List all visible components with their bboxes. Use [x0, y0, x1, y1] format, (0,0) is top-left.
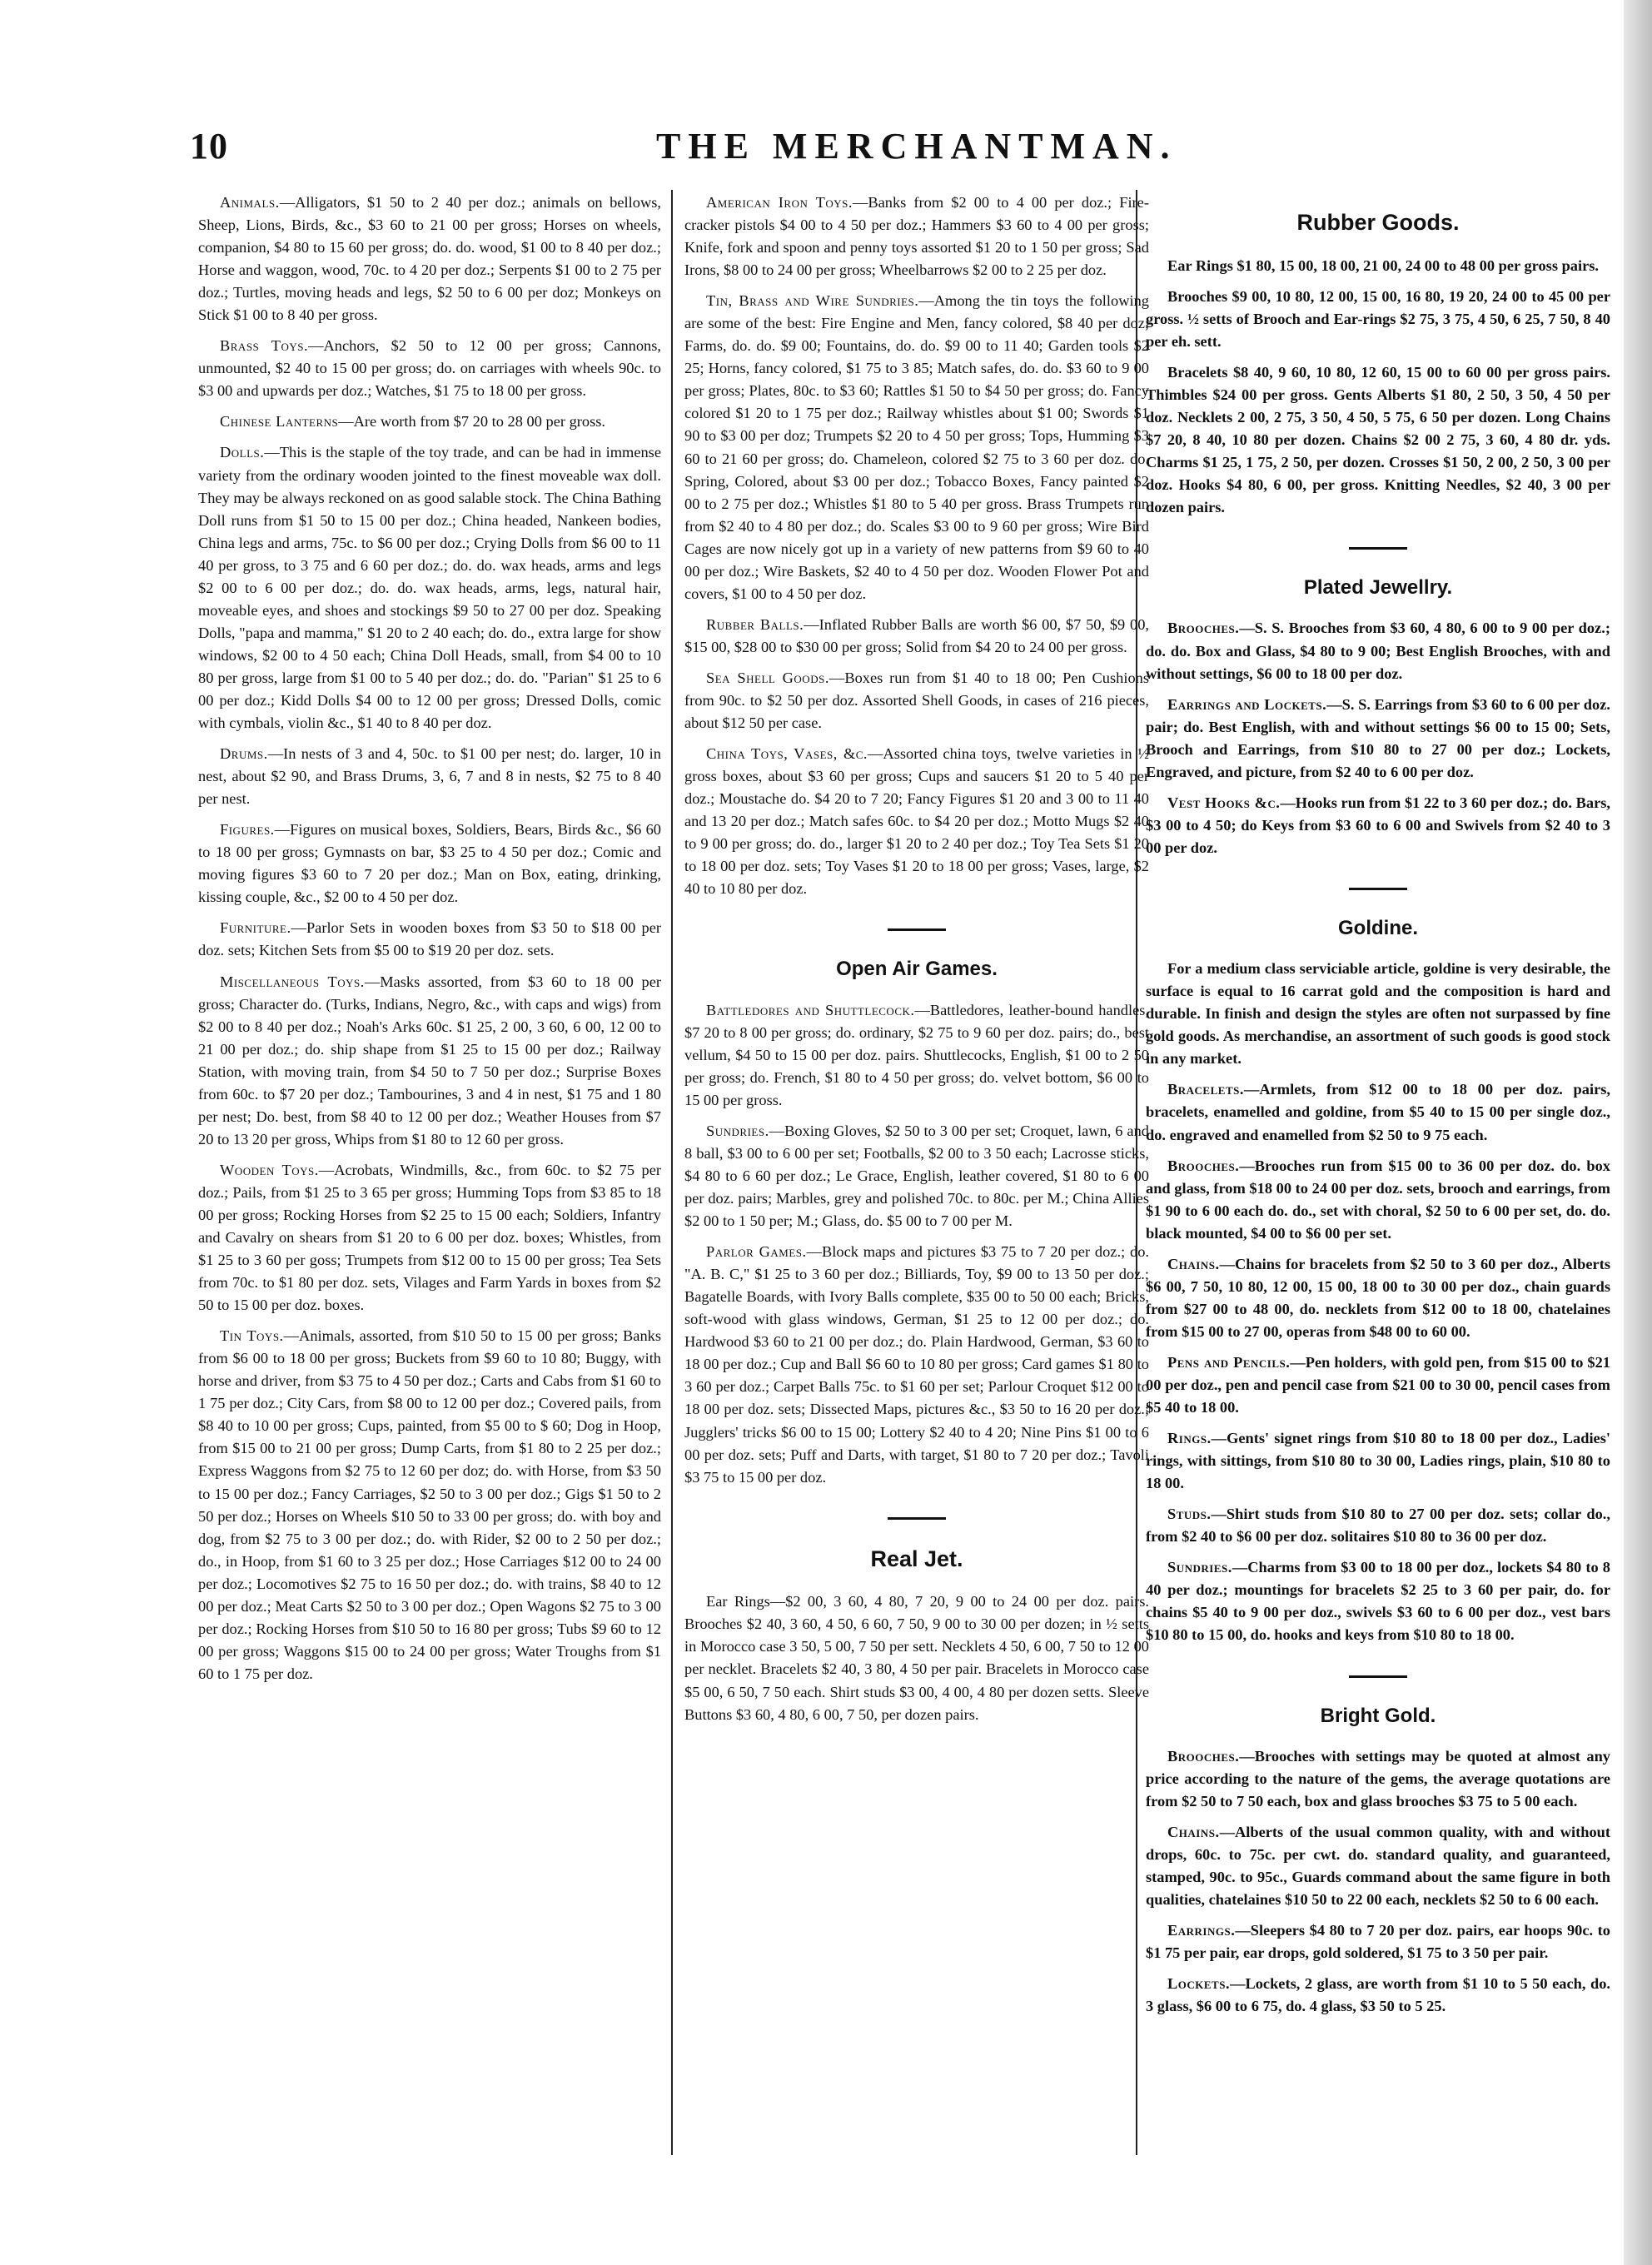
- entry-heading: Sea Shell Goods.: [706, 669, 829, 686]
- entry-bright-chains: [1146, 1821, 1610, 1911]
- entry-heading: Chains.: [1167, 1255, 1220, 1272]
- entry-plated-brooches: [1146, 617, 1610, 684]
- entry-heading: Bracelets.: [1167, 1081, 1244, 1098]
- section-divider: [1349, 888, 1407, 890]
- entry-goldine-sundries: [1146, 1556, 1610, 1646]
- entry-text: —Animals, assorted, from $10 50 to 15 00 per gross; Banks from $6 00 to 18 00 per gross; Buckets from $9 60 to 10 80; Buggy, with horse and driver, from $3 75 to 4 50 per doz.; Carts and Cabs from $1 60 to 1 75 per doz.; City Cars, from $8 00 to 12 00 per doz.; Covered pails, from $8 40 to 10 00 per gross; Cups, painted, from $5 00 to $ 60; Dog in Hoop, from $15 00 to 21 00 per gross; Dump Carts, from $1 80 to 2 25 per doz.; Express Waggons from $2 75 to 12 60 per doz; do. with Horse, from $3 50 to 15 00 per doz.; Fancy Carriages, $2 50 to 3 00 per doz.; Gigs $1 50 to 2 50 per doz.; Horses on Wheels $10 50 to 33 00 per gross; do. with boy and dog, from $2 75 to 3 00 per doz.; do. with Rider, $2 00 to 2 50 per doz.; do., in Hoop, from $1 60 to 3 25 per doz.; Hose Carriages $12 00 to 24 00 per doz.; Locomotives $2 75 to 16 50 per doz.; do. with trains, $8 40 to 12 00 per doz.; Meat Carts $2 50 to 3 00 per doz.; Open Wagons $2 75 to 3 00 per doz.; Rocking Horses from $10 50 to 16 80 per gross; Tubs $9 60 to 12 00 per gross; Waggons $15 00 to 24 00 per gross; Water Troughs from $1 60 to 1 75 per doz.: [198, 1327, 661, 1682]
- entry-bright-brooches: [1146, 1745, 1610, 1813]
- entry-wooden-toys: [198, 1159, 661, 1317]
- entry-heading: Sundries.: [1167, 1559, 1232, 1576]
- heading-bright-gold: Bright Gold.: [1320, 1704, 1436, 1727]
- entry-text: —Armlets, from $12 00 to 18 00 per doz. pairs, bracelets, enamelled and goldine, from $5 40 to 15 00 per single doz., do. engraved and enamelled from $2 50 to 9 75 each.: [1146, 1081, 1610, 1143]
- entry-rubber-balls: [684, 614, 1149, 659]
- entry-text: —Masks assorted, from $3 60 to 18 00 per gross; Character do. (Turks, Indians, Negro, &c., with caps and wigs) from $2 00 to 8 40 per doz.; Noah's Arks 60c. $1 25, 2 00, 3 60, 6 00, 12 00 to 21 00 per doz.; do. ship shape from $1 25 to 15 00 per doz.; Railway Station, with moving train, from $4 50 to 7 50 per doz.; Surprise Boxes from 60c. to $7 20 per doz.; Tambourines, 3 and 4 in nest, $1 75 and 1 80 per nest; Do. best, from $8 40 to 12 00 per doz.; Weather Houses from $7 20 to 13 20 per gross, Whips from $1 80 to 12 60 per gross.: [198, 973, 661, 1147]
- entry-china-toys: [684, 743, 1149, 900]
- heading-goldine: Goldine.: [1338, 916, 1418, 939]
- entry-tin-brass-wire: [684, 290, 1149, 605]
- entry-text: —Figures on musical boxes, Soldiers, Bears, Birds &c., $6 60 to 18 00 per gross; Gymnasts on bar, $3 25 to 4 50 per doz.; Comic and moving figures $3 60 to 7 20 per doz.; Man on Box, eating, drinking, kissing couple, &c., $2 00 to 4 50 per doz.: [198, 821, 661, 906]
- entry-text: —Pen holders, with gold pen, from $15 00 to $21 00 per doz., pen and pencil case from $21 00 to 30 00, pencil cases from $5 40 to 18 00.: [1146, 1353, 1610, 1416]
- section-divider: [888, 928, 946, 931]
- entry-heading: Chinese Lanterns: [220, 413, 339, 431]
- entry-rubber-brooches: Brooches $9 00, 10 80, 12 00, 15 00, 16 80, 19 20, 24 00 to 45 00 per gross. ½ setts of Brooch and Ear-rings $2 75, 3 75, 4 50, 6 25, 7 50, 8 40 per eh. sett.: [1146, 287, 1610, 350]
- entry-text: —Brooches run from $15 00 to 36 00 per doz. do. box and glass, from $18 00 to 24 00 per doz. sets, brooch and earrings, from $1 90 to 6 00 each do. do., set with choral, $2 50 to 6 00 per set, do. do. black mounted, $4 00 to $6 00 per set.: [1146, 1157, 1610, 1242]
- entry-text: —Parlor Sets in wooden boxes from $3 50 to $18 00 per doz. sets; Kitchen Sets from $5 00 to $19 20 per doz. sets.: [198, 919, 661, 959]
- entry-goldine-chains: [1146, 1253, 1610, 1343]
- entry-heading: Dolls.: [220, 444, 265, 461]
- entry-heading: Earrings.: [1167, 1922, 1236, 1939]
- heading-plated-jewellry: Plated Jewellry.: [1303, 576, 1453, 600]
- entry-text: —Banks from $2 00 to 4 00 per doz.; Fire-cracker pistols $4 00 to 4 50 per doz.; Hammers $3 60 to 4 00 per gross; Knife, fork and spoon and penny toys assorted $1 20 to 1 50 per gross; Sad Irons, $8 00 to 24 00 per gross; Wheelbarrows $2 00 to 2 25 per doz.: [684, 194, 1149, 279]
- heading-real-jet: Real Jet.: [870, 1546, 963, 1571]
- entry-heading: China Toys, Vases, &c.: [706, 745, 868, 763]
- entry-text: —Assorted china toys, twelve varieties in ½ gross boxes, about $3 60 per gross; Cups and saucers $1 20 to 5 40 per doz.; Moustache do. $4 20 to 7 20; Fancy Figures $1 20 and 3 00 to 11 40 and 13 20 per doz.; Match safes 60c. to $4 20 per doz.; Motto Mugs $2 40 to 9 00 per gross; do. do., larger $1 20 to 2 40 per doz.; Toy Tea Sets $1 20 to 18 00 per doz. sets; Toy Vases $1 20 to 18 00 per gross; Vases, large, $2 40 to 10 80 per doz.: [684, 745, 1149, 898]
- entry-text: —Anchors, $2 50 to 12 00 per gross; Cannons, unmounted, $2 40 to 15 00 per gross; do. on carriages with wheels 90c. to $3 00 and upwards per doz.; Watches, $1 75 to 18 00 per gross.: [198, 337, 661, 400]
- entry-furniture: [198, 917, 661, 962]
- entry-text: —Boxing Gloves, $2 50 to 3 00 per set; Croquet, lawn, 6 and 8 ball, $3 00 to 6 00 per set; Footballs, $2 00 to 3 50 each; Lacrosse sticks, $4 80 to 6 60 per doz.; Le Grace, English, leather covered, $1 80 to 6 00 per doz. pairs; Marbles, grey and polished 70c. to 80c. per M.; China Allies $2 00 to 1 50 per; M.; Glass, do. $5 00 to 7 00 per M.: [684, 1122, 1149, 1230]
- page-edge-shadow: [1624, 0, 1652, 2265]
- entry-text: —Block maps and pictures $3 75 to 7 20 per doz.; do. "A. B. C," $1 25 to 3 60 per doz.; Billiards, Toy, $9 00 to 13 50 per doz.; Bagatelle Boards, with Ivory Balls complete, $35 00 to 50 00 each; Bricks, soft-wood with glass windows, German, $1 25 to 12 00 per doz.; do. Hardwood $3 60 to 21 00 per doz.; do. Plain Hardwood, German, $3 60 to 18 00 per doz.; Cup and Ball $6 60 to 10 80 per gross; Card games $1 80 to 3 60 per doz.; Carpet Balls 75c. to $1 60 per set; Parlour Croquet $12 00 to 18 00 per doz. sets; Dissected Maps, pictures &c., $3 50 to 16 20 per doz.; Jugglers' tricks $6 00 to 15 00; Lottery $2 40 to 4 20; Nine Pins $1 00 to 6 00 per doz. sets; Puff and Darts, with target, $1 80 to 7 20 per doz.; Tavoli $3 75 to 15 00 per doz.: [684, 1243, 1149, 1486]
- page-number: 10: [190, 126, 228, 167]
- entry-text: —Charms from $3 00 to 18 00 per doz., lockets $4 80 to 8 40 per doz.; mountings for bracelets $2 25 to 3 60 per pair, do. for chains $5 40 to 9 00 per doz., swivels $3 60 to 6 00 per doz., vest bars $10 80 to 15 00, do. hooks and keys from $10 80 to 18 00.: [1146, 1559, 1610, 1644]
- entry-rubber-bracelets: Bracelets $8 40, 9 60, 10 80, 12 60, 15 00 to 60 00 per gross pairs. Thimbles $24 00 per gross. Gents Alberts $1 80, 2 50, 3 50, 4 50 per doz. Necklets 2 00, 2 75, 3 50, 4 50, 5 75, 6 50 per dozen. Long Chains $7 20, 8 40, 10 80 per dozen. Chains $2 00 2 75, 3 60, 4 80 dr. yds. Charms $1 25, 1 75, 2 50, per dozen. Crosses $1 50, 2 00, 2 50, 3 00 per doz. Hooks $4 80, 6 00, per gross. Knitting Needles, $2 40, 3 00 per dozen pairs.: [1146, 363, 1610, 516]
- entry-brass-toys: [198, 335, 661, 402]
- entry-text: —Gents' signet rings from $10 80 to 18 00 per doz., Ladies' rings, with sittings, from $10 80 to 30 00, Ladies rings, plain, $10 80 to 18 00.: [1146, 1430, 1610, 1492]
- entry-heading: Figures.: [220, 821, 275, 839]
- section-divider: [1349, 1675, 1407, 1678]
- entry-text: —S. S. Earrings from $3 60 to 6 00 per doz. pair; do. Best English, with and without settings $6 00 to 15 00; Sets, Brooch and Earrings, from $10 80 to 27 00 per doz.; Lockets, Engraved, and picture, from $2 40 to 6 00 per doz.: [1146, 695, 1610, 780]
- entry-rubber-ear-rings: Ear Rings $1 80, 15 00, 18 00, 21 00, 24 00 to 48 00 per gross pairs.: [1167, 256, 1600, 274]
- column-jewellery: [1146, 192, 1610, 2173]
- entry-miscellaneous-toys: [198, 971, 661, 1151]
- entry-text: —Are worth from $7 20 to 28 00 per gross.: [338, 413, 606, 431]
- entry-parlor-games: [684, 1241, 1149, 1489]
- entry-heading: Wooden Toys.: [220, 1161, 319, 1178]
- entry-text: —Acrobats, Windmills, &c., from 60c. to $2 75 per doz.; Pails, from $1 25 to 3 65 per gross; Humming Tops from $3 85 to 18 00 per gross; Rocking Horses from $2 25 to 15 00 each; Soldiers, Infantry and Cavalry on shears from $1 20 to 6 00 per doz. boxes; Whistles, from $1 25 to 3 60 per goss; Trumpets from $12 00 to 15 00 per gross; Tea Sets from 70c. to $1 80 per doz. sets, Vilages and Farm Yards in boxes from $2 50 to 15 00 per doz. boxes.: [198, 1161, 661, 1314]
- entry-plated-earrings: [1146, 694, 1610, 784]
- entry-heading: Parlor Games.: [706, 1243, 807, 1261]
- entry-text: —Hooks run from $1 22 to 3 60 per doz.; do. Bars, $3 00 to 4 50; do Keys from $3 60 to 6 00 and Swivels from $2 40 to 3 00 per doz.: [1146, 794, 1610, 856]
- entry-heading: Chains.: [1167, 1823, 1220, 1840]
- entry-sundries-games: [684, 1120, 1149, 1232]
- entry-text: —This is the staple of the toy trade, and can be had in immense variety from the ordinary wooden jointed to the finest moveable wax doll. They may be always reckoned on as good salable stock. The China Bathing Doll runs from $1 50 to 15 00 per doz.; China headed, Nankeen bodies, China legs and arms, 75c. to $6 00 per doz.; Crying Dolls from $6 00 to 11 40 per gross, to 3 75 and 6 60 per doz.; do. do. wax heads, arms and legs $2 00 to 6 00 per doz.; do. do. wax heads, arms, legs, natural hair, moveable eyes, and shoes and stockings $9 50 to 27 00 per doz. Speaking Dolls, "papa and mamma," $1 20 to 2 40 each; do. do., extra large for show windows, $2 00 to 4 50 each; China Doll Heads, small, from $4 00 to 10 80 per gross, large from $1 00 to 5 40 per doz.; do. do. "Parian" $1 25 to 6 00 per doz.; Kidd Dolls $4 00 to 12 00 per gross; Dressed Dolls, comic with cymbals, violin &c., $1 40 to 8 40 per doz.: [198, 444, 661, 732]
- entry-heading: Tin, Brass and Wire Sundries.: [706, 292, 919, 310]
- entry-real-jet: Ear Rings—$2 00, 3 60, 4 80, 7 20, 9 00 to 24 00 per doz. pairs. Brooches $2 40, 3 60, 4 50, 6 60, 7 50, 9 00 to 30 00 per dozen; in ½ setts in Morocco case 3 50, 5 00, 7 50 per sett. Necklets 4 50, 6 00, 7 50 to 12 00 per necklet. Bracelets $2 40, 3 80, 4 50 per pair. Bracelets in Morocco case $5 00, 6 50, 7 50 each. Shirt studs $3 00, 4 00, 4 80 per dozen setts. Sleeve Buttons $3 60, 4 80, 6 00, 7 50, per dozen pairs.: [684, 1593, 1149, 1723]
- entry-text: —Chains for bracelets from $2 50 to 3 60 per doz., Alberts $6 00, 7 50, 10 80, 12 00, 15 00, 18 00 to 30 00 per doz., chain guards from $27 00 to 48 00, do. necklets from $12 00 to 18 00, chatelaines from $15 00 to 27 00, operas from $48 00 to 60 00.: [1146, 1255, 1610, 1340]
- entry-goldine-studs: [1146, 1503, 1610, 1548]
- entry-battledores: [684, 999, 1149, 1112]
- entry-american-iron-toys: [684, 192, 1149, 281]
- entry-heading: Battledores and Shuttlecock.: [706, 1001, 915, 1018]
- entry-text: —Alligators, $1 50 to 2 40 per doz.; animals on bellows, Sheep, Lions, Birds, &c., $3 60 to 21 00 per gross; Horses on wheels, companion, $4 80 to 15 60 per gross; do. do. wood, $1 00 to 8 40 per doz.; Horse and waggon, wood, 70c. to 4 20 per doz.; Serpents $1 00 to 2 75 per doz.; Turtles, moving heads and legs, $2 50 to 6 00 per doz; Monkeys on Stick $1 00 to 8 40 per gross.: [198, 194, 661, 324]
- entry-goldine-brooches: [1146, 1155, 1610, 1245]
- entry-text: —S. S. Brooches from $3 60, 4 80, 6 00 to 9 00 per doz.; do. do. Box and Glass, $4 80 to 9 00; Best English Brooches, with and without settings, $6 00 to 18 00 per doz.: [1146, 620, 1610, 682]
- entry-animals: [198, 192, 661, 326]
- entry-dolls: [198, 441, 661, 734]
- entry-heading: Brooches.: [1167, 1747, 1240, 1765]
- entry-heading: Studs.: [1167, 1506, 1212, 1523]
- entry-heading: Sundries.: [706, 1122, 769, 1139]
- entry-text: —In nests of 3 and 4, 50c. to $1 00 per nest; do. larger, 10 in nest, about $2 90, and Brass Drums, 3, 6, 7 and 8 in nests, $2 75 to 8 40 per nest.: [198, 745, 661, 808]
- entry-heading: Animals.: [220, 194, 280, 211]
- entry-text: —Brooches with settings may be quoted at almost any price according to the nature of the gems, the average quotations are from $2 50 to 7 50 each, box and glass brooches $3 75 to 5 00 each.: [1146, 1747, 1610, 1810]
- heading-rubber-goods: Rubber Goods.: [1296, 210, 1460, 235]
- entry-goldine-pens: [1146, 1352, 1610, 1419]
- entry-plated-vest-hooks: [1146, 792, 1610, 859]
- entry-heading: Miscellaneous Toys.: [220, 973, 365, 990]
- column-toys: [198, 192, 661, 2173]
- entry-text: —Lockets, 2 glass, are worth from $1 10 to 5 50 each, do. 3 glass, $6 00 to 6 75, do. 4 glass, $3 50 to 5 25.: [1146, 1975, 1610, 2015]
- entry-text: —Boxes run from $1 40 to 18 00; Pen Cushions from 90c. to $2 50 per doz. Assorted Shell Goods, in cases of 216 pieces, about $12 50 per case.: [684, 669, 1149, 732]
- column-toys-games-jet: [684, 192, 1149, 2173]
- entry-goldine-bracelets: [1146, 1078, 1610, 1146]
- entry-heading: Rings.: [1167, 1430, 1212, 1447]
- column-rule: [671, 190, 673, 2155]
- entry-text: —Sleepers $4 80 to 7 20 per doz. pairs, ear hoops 90c. to $1 75 per pair, ear drops, gold soldered, $1 75 to 3 50 per pair.: [1146, 1922, 1610, 1962]
- page-header: [190, 125, 1422, 183]
- entry-heading: Brooches.: [1167, 1157, 1240, 1174]
- publication-title: THE MERCHANTMAN.: [656, 126, 1177, 167]
- section-divider: [1349, 547, 1407, 550]
- entry-heading: Vest Hooks &c.: [1167, 794, 1281, 811]
- entry-heading: Pens and Pencils.: [1167, 1353, 1291, 1371]
- entry-heading: Furniture.: [220, 919, 291, 937]
- entry-figures: [198, 819, 661, 908]
- heading-open-air-games: Open Air Games.: [836, 958, 998, 981]
- entry-heading: Lockets.: [1167, 1975, 1231, 1993]
- entry-heading: Brass Toys.: [220, 337, 309, 355]
- entry-heading: American Iron Toys.: [706, 194, 853, 211]
- entry-tin-toys: [198, 1325, 661, 1685]
- entry-text: —Alberts of the usual common quality, with and without drops, 60c. to 75c. per cwt. do. standard quality, and guaranteed, stamped, 90c. to 95c., Guards command about the same figure in both qualities, chatelaines $10 50 to 22 00 each, necklets $2 50 to 6 00 each.: [1146, 1823, 1610, 1909]
- entry-bright-earrings: [1146, 1919, 1610, 1964]
- entry-goldine-rings: [1146, 1427, 1610, 1495]
- entry-bright-lockets: [1146, 1973, 1610, 2018]
- section-divider: [888, 1517, 946, 1520]
- entry-text: —Among the tin toys the following are some of the best: Fire Engine and Men, fancy colored, $8 40 per doz; Farms, do. do. $9 00; Fountains, do. do. $9 00 to 11 40; Garden tools $2 25; Horns, fancy colored, $1 75 to 3 85; Match safes, do. do. $3 60 to 9 00 per gross; Plates, 80c. to $3 60; Rattles $1 50 to $4 50 per gross; do. Fancy colored $1 20 to 1 75 per doz.; Railway whistles about $1 00; Swords $1 90 to $3 00 per doz; Trumpets $2 20 to 4 50 per gross; Tops, Humming $3 60 to 21 60 per gross; do. Chameleon, colored $2 75 to 3 60 per doz. do. Spring, Colored, about $3 00 per doz.; Tobacco Boxes, Fancy painted $2 00 to 2 75 per doz.; Whistles $1 80 to 5 40 per gross. Brass Trumpets run from $2 40 to 4 80 per doz.; do. Scales $3 00 to 9 60 per gross; Wire Bird Cages are now nicely got up in a variety of new patterns from $9 60 to 40 00 per doz.; Wire Baskets, $2 40 to 4 50 per doz. Wooden Flower Pot and covers, $1 00 to 4 50 per doz.: [684, 292, 1149, 602]
- entry-chinese-lanterns: [198, 411, 661, 433]
- entry-heading: Tin Toys.: [220, 1327, 284, 1345]
- entry-heading: Drums.: [220, 745, 268, 763]
- entry-text: —Inflated Rubber Balls are worth $6 00, $7 50, $9 00, $15 00, $28 00 to $30 00 per gross; Solid from $4 20 to 24 00 per gross.: [684, 615, 1149, 655]
- entry-heading: Earrings and Lockets.: [1167, 695, 1327, 713]
- entry-text: —Battledores, leather-bound handles, $7 20 to 8 00 per gross; do. ordinary, $2 75 to 9 60 per doz. pairs; do., best vellum, $4 50 to 15 00 per doz. pairs. Shuttlecocks, English, $1 00 to 2 50 per gross; do. French, $1 80 to 4 50 per gross; do. velvet bottom, $6 00 to 15 00 per gross.: [684, 1001, 1149, 1108]
- entry-text: —Shirt studs from $10 80 to 27 00 per doz. sets; collar do., from $2 40 to $6 00 per doz. solitaires $10 80 to 36 00 per doz.: [1146, 1506, 1610, 1546]
- entry-goldine-intro: For a medium class serviciable article, goldine is very desirable, the surface is equal to 16 carrat gold and the composition is hard and durable. In finish and design the styles are often not surpassed by fine gold goods. As merchandise, an assortment of such goods is good stock in any market.: [1146, 960, 1610, 1068]
- entry-heading: Rubber Balls.: [706, 615, 804, 633]
- entry-sea-shell-goods: [684, 667, 1149, 734]
- entry-drums: [198, 743, 661, 810]
- entry-heading: Brooches.: [1167, 620, 1240, 637]
